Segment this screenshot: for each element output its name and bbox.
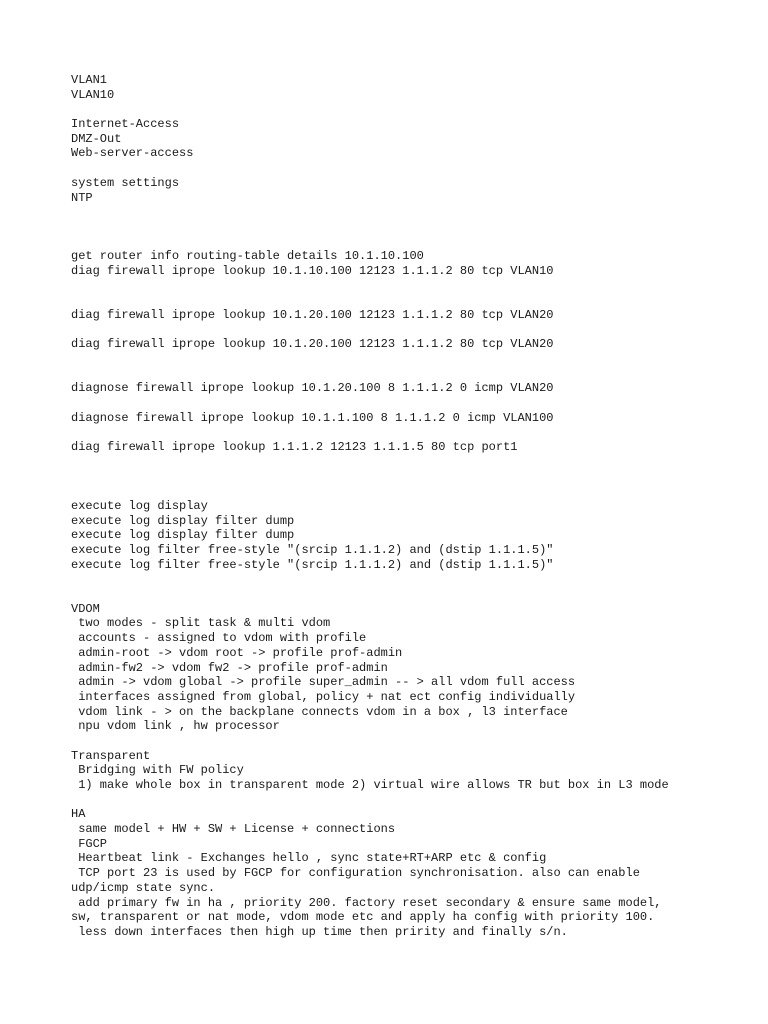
blank-line (71, 470, 761, 485)
text-line: npu vdom link , hw processor (71, 719, 280, 734)
text-line: Transparent (71, 748, 151, 763)
blank-line (71, 426, 761, 441)
text-line: execute log filter free-style "(srcip 1.1.1.2) and (dstip 1.1.1.5)" (71, 543, 554, 557)
text-line: HA (71, 807, 86, 822)
blank-line (71, 572, 761, 587)
blank-line (71, 161, 761, 176)
text-line: vdom link - > on the backplane connects vdom in a box , l3 interface (71, 704, 568, 719)
text-line: diag firewall iprope lookup 10.1.20.100 12123 1.1.1.2 80 tcp VLAN20 (71, 337, 554, 352)
text-line: sw, transparent or nat mode, vdom mode etc and apply ha config with priority 100. (71, 910, 655, 925)
text-line: diagnose firewall iprope lookup 10.1.1.100 8 1.1.1.2 0 icmp VLAN100 (71, 410, 554, 425)
text-line: execute log display filter dump (71, 528, 295, 543)
blank-line (71, 205, 761, 220)
text-line: Bridging with FW policy (71, 763, 244, 778)
blank-line (71, 455, 761, 470)
text-line: get router info routing-table details 10.1.10.100 (71, 249, 424, 264)
text-line: NTP (71, 190, 93, 205)
text-line: less down interfaces then high up time then pririty and finally s/n. (71, 924, 568, 939)
text-line: udp/icmp state sync. (71, 880, 216, 895)
text-line: execute log display filter dump (71, 513, 295, 528)
text-line: system settings (71, 175, 180, 190)
text-line: two modes - split task & multi vdom (71, 616, 331, 631)
text-line: diag firewall iprope lookup 10.1.20.100 12123 1.1.1.2 80 tcp VLAN20 (71, 308, 554, 322)
blank-line (71, 279, 761, 294)
text-line: accounts - assigned to vdom with profile (71, 631, 367, 646)
text-line: diagnose firewall iprope lookup 10.1.20.100 8 1.1.1.2 0 icmp VLAN20 (71, 381, 554, 396)
blank-line (71, 396, 761, 411)
text-line: DMZ-Out (71, 131, 122, 146)
text-line: same model + HW + SW + License + connections (71, 822, 396, 837)
text-line: execute log display (71, 498, 208, 513)
blank-line (71, 102, 761, 117)
blank-line (71, 587, 761, 602)
blank-line (71, 293, 761, 308)
text-line: add primary fw in ha , priority 200. factory reset secondary & ensure same model, (71, 895, 662, 910)
text-line: interfaces assigned from global, policy + nat ect config individually (71, 689, 576, 704)
blank-line (71, 235, 761, 250)
text-line: FGCP (71, 836, 108, 851)
blank-line (71, 484, 761, 499)
text-line: TCP port 23 is used by FGCP for configuration synchronisation. also can enable (71, 866, 640, 881)
blank-line (71, 793, 761, 808)
text-line: admin -> vdom global -> profile super_admin -- > all vdom full access (71, 675, 576, 690)
text-line: VLAN1 (71, 73, 108, 87)
text-line: diag firewall iprope lookup 1.1.1.2 12123 1.1.1.5 80 tcp port1 (71, 440, 518, 455)
blank-line (71, 367, 761, 382)
text-line: execute log filter free-style "(srcip 1.1.1.2) and (dstip 1.1.1.5)" (71, 557, 554, 572)
text-line: Heartbeat link - Exchanges hello , sync state+RT+ARP etc & config (71, 851, 547, 866)
blank-line (71, 323, 761, 338)
text-line: VDOM (71, 601, 100, 616)
document-body (71, 73, 761, 940)
text-line: VLAN10 (71, 87, 115, 102)
blank-line (71, 352, 761, 367)
text-line: diag firewall iprope lookup 10.1.10.100 12123 1.1.1.2 80 tcp VLAN10 (71, 263, 554, 278)
text-line: Internet-Access (71, 117, 180, 132)
text-line: 1) make whole box in transparent mode 2) virtual wire allows TR but box in L3 mode (71, 778, 669, 792)
text-line: Web-server-access (71, 146, 194, 161)
blank-line (71, 220, 761, 235)
text-line: admin-root -> vdom root -> profile prof-admin (71, 645, 403, 660)
text-line: admin-fw2 -> vdom fw2 -> profile prof-admin (71, 660, 388, 675)
blank-line (71, 734, 761, 749)
